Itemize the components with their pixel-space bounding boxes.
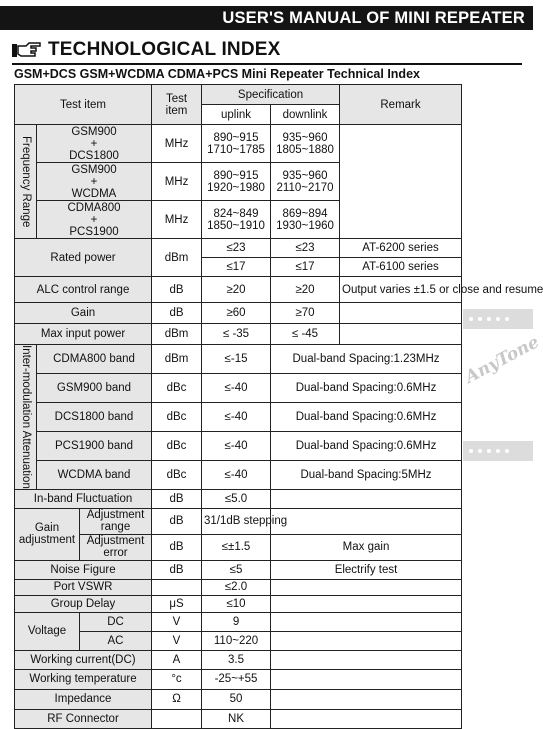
unit-cell: Ω (152, 689, 202, 709)
imod-band-label: CDMA800 band (37, 345, 152, 374)
unit-cell: dB (152, 489, 202, 508)
remark-cell (271, 579, 462, 595)
table-row (15, 579, 462, 595)
remark-cell (271, 595, 462, 612)
value-cell: ≤-40 (202, 431, 271, 460)
value-cell: ≤-40 (202, 402, 271, 431)
table-row (15, 239, 462, 258)
unit-cell: dBc (152, 431, 202, 460)
downlink-cell: ≥70 (271, 303, 340, 324)
table-row (15, 489, 462, 508)
table-row (15, 612, 462, 631)
value-cell: ≤±1.5 (202, 534, 271, 560)
remark-cell: Dual-band Spacing:0.6MHz (271, 431, 462, 460)
header-test-item: Test item (15, 85, 152, 125)
unit-cell: V (152, 631, 202, 650)
table-subtitle: GSM+DCS GSM+WCDMA CDMA+PCS Mini Repeater Technical Index (14, 67, 420, 81)
remark-cell: Dual-band Spacing:1.23MHz (271, 345, 462, 374)
remark-cell: Output varies ±1.5 or close and resume (340, 277, 462, 303)
working-current-label: Working current(DC) (15, 650, 152, 669)
downlink-cell: 935~960 1805~1880 (271, 125, 340, 163)
remark-cell (271, 669, 462, 689)
downlink-cell: ≥20 (271, 277, 340, 303)
section-divider (12, 63, 522, 65)
value-cell: ≤-40 (202, 460, 271, 489)
remark-cell: AT-6100 series (340, 258, 462, 277)
uplink-cell: ≥60 (202, 303, 271, 324)
uplink-cell: 890~915 1920~1980 (202, 163, 271, 201)
unit-cell: V (152, 612, 202, 631)
table-row (15, 631, 462, 650)
unit-cell (152, 709, 202, 728)
value-cell: ≤5 (202, 560, 271, 579)
header-unit-line2: item (165, 104, 188, 117)
unit-cell: dB (152, 560, 202, 579)
imod-group-text: Inter-modulation Attenuation (20, 345, 32, 489)
remark-cell (340, 324, 462, 345)
imod-band-label: WCDMA band (37, 460, 152, 489)
remark-cell (271, 631, 462, 650)
remark-cell: Dual-band Spacing:0.6MHz (271, 402, 462, 431)
adjustment-range-label: Adjustment range (80, 508, 152, 534)
header-remark: Remark (340, 85, 462, 125)
gain-adjustment-label: Gain adjustment (15, 508, 80, 560)
section-title-row (12, 38, 281, 62)
unit-cell: A (152, 650, 202, 669)
remark-cell (340, 125, 462, 239)
unit-cell: dBc (152, 373, 202, 402)
uplink-cell: ≥20 (202, 277, 271, 303)
section-title: TECHNOLOGICAL INDEX (48, 39, 281, 60)
unit-cell: dBc (152, 460, 202, 489)
value-cell: ≤2.0 (202, 579, 271, 595)
unit-cell (152, 579, 202, 595)
adjustment-error-label: Adjustment error (80, 534, 152, 560)
uplink-cell: ≤ -35 (202, 324, 271, 345)
rf-connector-label: RF Connector (15, 709, 152, 728)
value-cell: -25~+55 (202, 669, 271, 689)
downlink-cell: ≤23 (271, 239, 340, 258)
value-cell: 50 (202, 689, 271, 709)
table-row (15, 534, 462, 560)
remark-cell: Dual-band Spacing:0.6MHz (271, 373, 462, 402)
table-row (15, 689, 462, 709)
voltage-dc-label: DC (80, 612, 152, 631)
table-row (15, 345, 462, 374)
unit-cell: μS (152, 595, 202, 612)
side-decor-strip-top (463, 309, 533, 329)
table-row (15, 460, 462, 489)
remark-cell (271, 650, 462, 669)
alc-label: ALC control range (15, 277, 152, 303)
unit-cell: dB (152, 508, 202, 534)
value-cell: ≤10 (202, 595, 271, 612)
port-vswr-label: Port VSWR (15, 579, 152, 595)
value-cell: 31/1dB stepping (202, 508, 271, 534)
header-specification: Specification (202, 85, 340, 105)
freq-band-label: GSM900 + DCS1800 (37, 125, 152, 163)
downlink-cell: 869~894 1930~1960 (271, 201, 340, 239)
impedance-label: Impedance (15, 689, 152, 709)
unit-cell: dBm (152, 345, 202, 374)
table-row (15, 508, 462, 534)
fluctuation-label: In-band Fluctuation (15, 489, 152, 508)
rated-power-label: Rated power (15, 239, 152, 277)
header-uplink: uplink (202, 105, 271, 125)
remark-cell (340, 303, 462, 324)
remark-cell (271, 489, 462, 508)
remark-cell (271, 689, 462, 709)
value-cell: ≤5.0 (202, 489, 271, 508)
unit-cell: dBm (152, 324, 202, 345)
header-unit (152, 85, 202, 125)
downlink-cell: ≤17 (271, 258, 340, 277)
uplink-cell: ≤17 (202, 258, 271, 277)
unit-cell: dB (152, 303, 202, 324)
imod-band-label: GSM900 band (37, 373, 152, 402)
remark-cell (271, 709, 462, 728)
remark-cell: Electrify test (271, 560, 462, 579)
freq-band-label: CDMA800 + PCS1900 (37, 201, 152, 239)
uplink-cell: 824~849 1850~1910 (202, 201, 271, 239)
table-row (15, 669, 462, 689)
header-unit-line1: Test (165, 92, 188, 105)
table-row (15, 595, 462, 612)
voltage-label: Voltage (15, 612, 80, 650)
imod-band-label: PCS1900 band (37, 431, 152, 460)
unit-cell: dB (152, 277, 202, 303)
remark-cell: AT-6200 series (340, 239, 462, 258)
value-cell: 110~220 (202, 631, 271, 650)
remark-cell (271, 612, 462, 631)
uplink-cell: ≤23 (202, 239, 271, 258)
value-cell: ≤-40 (202, 373, 271, 402)
value-cell: NK (202, 709, 271, 728)
noise-figure-label: Noise Figure (15, 560, 152, 579)
unit-cell: dBm (152, 239, 202, 277)
downlink-cell: 935~960 2110~2170 (271, 163, 340, 201)
freq-group-label (15, 125, 37, 239)
freq-group-text: Frequency Range (20, 135, 32, 228)
unit-cell: MHz (152, 201, 202, 239)
unit-cell: MHz (152, 125, 202, 163)
table-row (15, 560, 462, 579)
unit-cell: dB (152, 534, 202, 560)
table-row (15, 373, 462, 402)
header-downlink: downlink (271, 105, 340, 125)
max-input-label: Max input power (15, 324, 152, 345)
table-row (15, 431, 462, 460)
anytone-logo: AnyTone (462, 332, 543, 388)
unit-cell: °c (152, 669, 202, 689)
unit-cell: MHz (152, 163, 202, 201)
uplink-cell: 890~915 1710~1785 (202, 125, 271, 163)
table-row (15, 402, 462, 431)
gain-label: Gain (15, 303, 152, 324)
imod-band-label: DCS1800 band (37, 402, 152, 431)
table-row (15, 303, 462, 324)
table-row (15, 709, 462, 728)
remark-cell (271, 508, 462, 534)
downlink-cell: ≤ -45 (271, 324, 340, 345)
table-row (15, 324, 462, 345)
pointing-hand-icon (12, 40, 42, 60)
voltage-ac-label: AC (80, 631, 152, 650)
remark-cell: Dual-band Spacing:5MHz (271, 460, 462, 489)
side-decor-strip-bottom (463, 441, 533, 461)
imod-group-label (15, 345, 37, 490)
value-cell: 3.5 (202, 650, 271, 669)
remark-cell: Max gain (271, 534, 462, 560)
table-row (15, 125, 462, 163)
table-row (15, 277, 462, 303)
table-row (15, 650, 462, 669)
group-delay-label: Group Delay (15, 595, 152, 612)
freq-band-label: GSM900 + WCDMA (37, 163, 152, 201)
working-temperature-label: Working temperature (15, 669, 152, 689)
manual-header: USER'S MANUAL OF MINI REPEATER (0, 6, 533, 30)
unit-cell: dBc (152, 402, 202, 431)
value-cell: ≤-15 (202, 345, 271, 374)
value-cell: 9 (202, 612, 271, 631)
